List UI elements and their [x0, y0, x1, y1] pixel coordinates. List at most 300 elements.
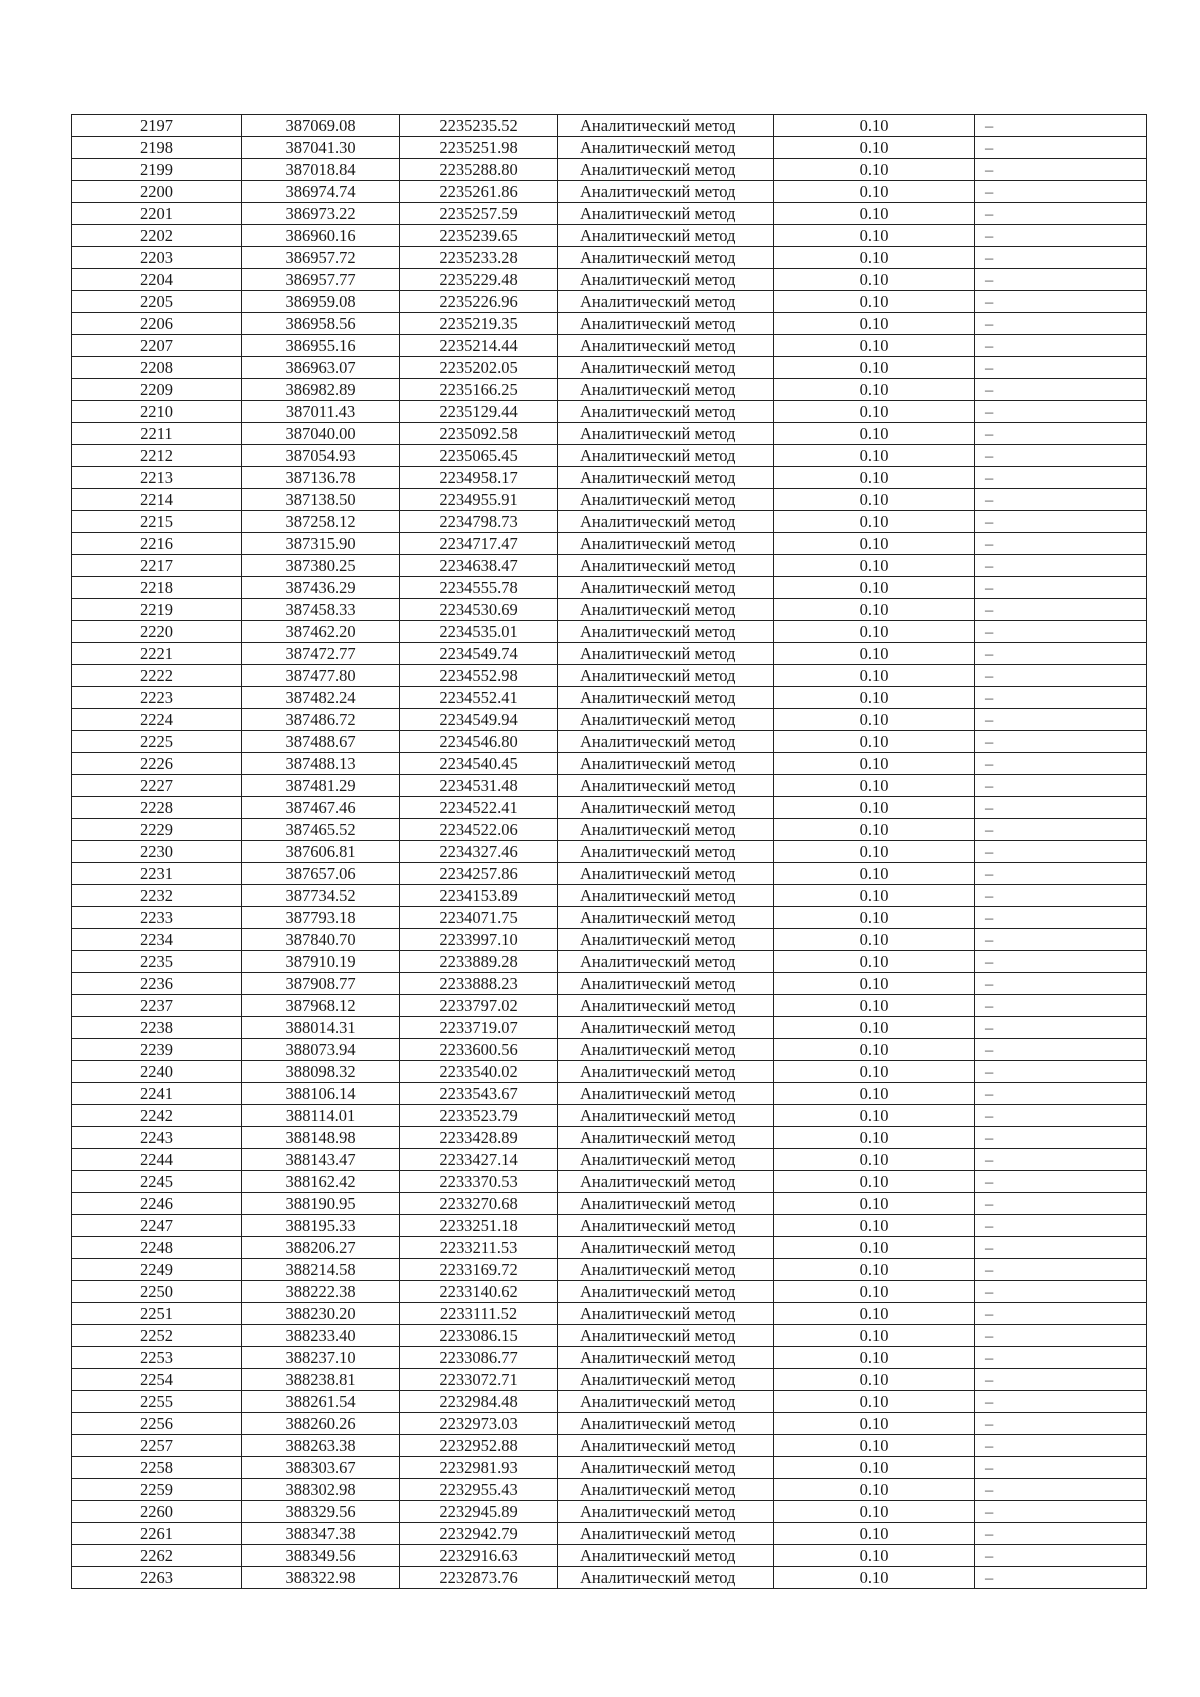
- table-row: [72, 203, 1147, 225]
- x-coordinate-cell: 388214.58: [242, 1259, 400, 1281]
- table-row: [72, 951, 1147, 973]
- note-cell: –: [975, 1523, 1147, 1545]
- method-cell: Аналитический метод: [558, 973, 774, 995]
- x-coordinate-cell: 388222.38: [242, 1281, 400, 1303]
- note-cell: –: [975, 1171, 1147, 1193]
- y-coordinate-cell: 2234257.86: [400, 863, 558, 885]
- point-number-cell: 2261: [72, 1523, 242, 1545]
- method-cell: Аналитический метод: [558, 533, 774, 555]
- note-cell: –: [975, 863, 1147, 885]
- table-row: [72, 687, 1147, 709]
- table-row: [72, 1413, 1147, 1435]
- accuracy-cell: 0.10: [774, 775, 975, 797]
- method-cell: Аналитический метод: [558, 1039, 774, 1061]
- accuracy-cell: 0.10: [774, 423, 975, 445]
- accuracy-cell: 0.10: [774, 1127, 975, 1149]
- accuracy-cell: 0.10: [774, 1413, 975, 1435]
- note-cell: –: [975, 841, 1147, 863]
- point-number-cell: 2248: [72, 1237, 242, 1259]
- accuracy-cell: 0.10: [774, 995, 975, 1017]
- table-row: [72, 1105, 1147, 1127]
- point-number-cell: 2236: [72, 973, 242, 995]
- accuracy-cell: 0.10: [774, 907, 975, 929]
- note-cell: –: [975, 313, 1147, 335]
- table-row: [72, 819, 1147, 841]
- point-number-cell: 2228: [72, 797, 242, 819]
- point-number-cell: 2205: [72, 291, 242, 313]
- x-coordinate-cell: 387910.19: [242, 951, 400, 973]
- y-coordinate-cell: 2233169.72: [400, 1259, 558, 1281]
- method-cell: Аналитический метод: [558, 1479, 774, 1501]
- note-cell: –: [975, 1303, 1147, 1325]
- y-coordinate-cell: 2233086.77: [400, 1347, 558, 1369]
- coordinates-table: [71, 114, 1147, 1589]
- method-cell: Аналитический метод: [558, 467, 774, 489]
- accuracy-cell: 0.10: [774, 1457, 975, 1479]
- table-row: [72, 357, 1147, 379]
- y-coordinate-cell: 2235251.98: [400, 137, 558, 159]
- method-cell: Аналитический метод: [558, 379, 774, 401]
- x-coordinate-cell: 387436.29: [242, 577, 400, 599]
- accuracy-cell: 0.10: [774, 203, 975, 225]
- accuracy-cell: 0.10: [774, 885, 975, 907]
- table-row: [72, 863, 1147, 885]
- y-coordinate-cell: 2235229.48: [400, 269, 558, 291]
- x-coordinate-cell: 386963.07: [242, 357, 400, 379]
- y-coordinate-cell: 2235166.25: [400, 379, 558, 401]
- y-coordinate-cell: 2235065.45: [400, 445, 558, 467]
- note-cell: –: [975, 291, 1147, 313]
- method-cell: Аналитический метод: [558, 929, 774, 951]
- note-cell: –: [975, 621, 1147, 643]
- accuracy-cell: 0.10: [774, 1215, 975, 1237]
- x-coordinate-cell: 387136.78: [242, 467, 400, 489]
- accuracy-cell: 0.10: [774, 731, 975, 753]
- method-cell: Аналитический метод: [558, 797, 774, 819]
- point-number-cell: 2216: [72, 533, 242, 555]
- y-coordinate-cell: 2234540.45: [400, 753, 558, 775]
- x-coordinate-cell: 388237.10: [242, 1347, 400, 1369]
- y-coordinate-cell: 2234153.89: [400, 885, 558, 907]
- x-coordinate-cell: 387472.77: [242, 643, 400, 665]
- method-cell: Аналитический метод: [558, 115, 774, 137]
- coordinates-table-body: [72, 115, 1147, 1589]
- table-row: [72, 533, 1147, 555]
- method-cell: Аналитический метод: [558, 1193, 774, 1215]
- accuracy-cell: 0.10: [774, 335, 975, 357]
- accuracy-cell: 0.10: [774, 401, 975, 423]
- x-coordinate-cell: 387462.20: [242, 621, 400, 643]
- note-cell: –: [975, 1479, 1147, 1501]
- method-cell: Аналитический метод: [558, 335, 774, 357]
- method-cell: Аналитический метод: [558, 1567, 774, 1589]
- table-row: [72, 1017, 1147, 1039]
- table-row: [72, 1523, 1147, 1545]
- table-row: [72, 599, 1147, 621]
- y-coordinate-cell: 2234522.06: [400, 819, 558, 841]
- accuracy-cell: 0.10: [774, 1193, 975, 1215]
- point-number-cell: 2258: [72, 1457, 242, 1479]
- x-coordinate-cell: 388014.31: [242, 1017, 400, 1039]
- accuracy-cell: 0.10: [774, 379, 975, 401]
- y-coordinate-cell: 2232873.76: [400, 1567, 558, 1589]
- table-row: [72, 401, 1147, 423]
- table-row: [72, 1237, 1147, 1259]
- accuracy-cell: 0.10: [774, 1347, 975, 1369]
- point-number-cell: 2226: [72, 753, 242, 775]
- point-number-cell: 2207: [72, 335, 242, 357]
- method-cell: Аналитический метод: [558, 1369, 774, 1391]
- y-coordinate-cell: 2234535.01: [400, 621, 558, 643]
- note-cell: –: [975, 1347, 1147, 1369]
- y-coordinate-cell: 2233086.15: [400, 1325, 558, 1347]
- x-coordinate-cell: 387908.77: [242, 973, 400, 995]
- y-coordinate-cell: 2234522.41: [400, 797, 558, 819]
- accuracy-cell: 0.10: [774, 797, 975, 819]
- method-cell: Аналитический метод: [558, 753, 774, 775]
- point-number-cell: 2244: [72, 1149, 242, 1171]
- y-coordinate-cell: 2235226.96: [400, 291, 558, 313]
- x-coordinate-cell: 388106.14: [242, 1083, 400, 1105]
- accuracy-cell: 0.10: [774, 1017, 975, 1039]
- table-row: [72, 159, 1147, 181]
- note-cell: –: [975, 1017, 1147, 1039]
- x-coordinate-cell: 388238.81: [242, 1369, 400, 1391]
- method-cell: Аналитический метод: [558, 489, 774, 511]
- note-cell: –: [975, 1149, 1147, 1171]
- y-coordinate-cell: 2234327.46: [400, 841, 558, 863]
- note-cell: –: [975, 269, 1147, 291]
- method-cell: Аналитический метод: [558, 1017, 774, 1039]
- y-coordinate-cell: 2234958.17: [400, 467, 558, 489]
- method-cell: Аналитический метод: [558, 445, 774, 467]
- accuracy-cell: 0.10: [774, 709, 975, 731]
- table-row: [72, 467, 1147, 489]
- note-cell: –: [975, 665, 1147, 687]
- x-coordinate-cell: 388233.40: [242, 1325, 400, 1347]
- method-cell: Аналитический метод: [558, 1435, 774, 1457]
- y-coordinate-cell: 2234071.75: [400, 907, 558, 929]
- accuracy-cell: 0.10: [774, 533, 975, 555]
- accuracy-cell: 0.10: [774, 1523, 975, 1545]
- y-coordinate-cell: 2234638.47: [400, 555, 558, 577]
- method-cell: Аналитический метод: [558, 621, 774, 643]
- table-row: [72, 1501, 1147, 1523]
- note-cell: –: [975, 687, 1147, 709]
- note-cell: –: [975, 1501, 1147, 1523]
- point-number-cell: 2255: [72, 1391, 242, 1413]
- x-coordinate-cell: 386955.16: [242, 335, 400, 357]
- accuracy-cell: 0.10: [774, 1105, 975, 1127]
- x-coordinate-cell: 387482.24: [242, 687, 400, 709]
- accuracy-cell: 0.10: [774, 973, 975, 995]
- y-coordinate-cell: 2233427.14: [400, 1149, 558, 1171]
- x-coordinate-cell: 388263.38: [242, 1435, 400, 1457]
- x-coordinate-cell: 387793.18: [242, 907, 400, 929]
- point-number-cell: 2206: [72, 313, 242, 335]
- y-coordinate-cell: 2234717.47: [400, 533, 558, 555]
- table-row: [72, 1545, 1147, 1567]
- point-number-cell: 2199: [72, 159, 242, 181]
- note-cell: –: [975, 1259, 1147, 1281]
- point-number-cell: 2204: [72, 269, 242, 291]
- table-row: [72, 225, 1147, 247]
- point-number-cell: 2235: [72, 951, 242, 973]
- y-coordinate-cell: 2235233.28: [400, 247, 558, 269]
- point-number-cell: 2225: [72, 731, 242, 753]
- method-cell: Аналитический метод: [558, 841, 774, 863]
- table-row: [72, 489, 1147, 511]
- method-cell: Аналитический метод: [558, 1237, 774, 1259]
- note-cell: –: [975, 929, 1147, 951]
- x-coordinate-cell: 388347.38: [242, 1523, 400, 1545]
- y-coordinate-cell: 2233997.10: [400, 929, 558, 951]
- note-cell: –: [975, 159, 1147, 181]
- x-coordinate-cell: 387465.52: [242, 819, 400, 841]
- accuracy-cell: 0.10: [774, 1391, 975, 1413]
- table-row: [72, 379, 1147, 401]
- table-row: [72, 115, 1147, 137]
- note-cell: –: [975, 819, 1147, 841]
- accuracy-cell: 0.10: [774, 1479, 975, 1501]
- point-number-cell: 2213: [72, 467, 242, 489]
- accuracy-cell: 0.10: [774, 181, 975, 203]
- x-coordinate-cell: 387840.70: [242, 929, 400, 951]
- table-row: [72, 1435, 1147, 1457]
- point-number-cell: 2197: [72, 115, 242, 137]
- method-cell: Аналитический метод: [558, 1061, 774, 1083]
- y-coordinate-cell: 2234549.74: [400, 643, 558, 665]
- point-number-cell: 2260: [72, 1501, 242, 1523]
- x-coordinate-cell: 388190.95: [242, 1193, 400, 1215]
- method-cell: Аналитический метод: [558, 137, 774, 159]
- accuracy-cell: 0.10: [774, 269, 975, 291]
- x-coordinate-cell: 386973.22: [242, 203, 400, 225]
- x-coordinate-cell: 387040.00: [242, 423, 400, 445]
- table-row: [72, 885, 1147, 907]
- note-cell: –: [975, 1413, 1147, 1435]
- note-cell: –: [975, 1545, 1147, 1567]
- y-coordinate-cell: 2232955.43: [400, 1479, 558, 1501]
- note-cell: –: [975, 1061, 1147, 1083]
- y-coordinate-cell: 2233888.23: [400, 973, 558, 995]
- method-cell: Аналитический метод: [558, 819, 774, 841]
- accuracy-cell: 0.10: [774, 1303, 975, 1325]
- method-cell: Аналитический метод: [558, 423, 774, 445]
- note-cell: –: [975, 1281, 1147, 1303]
- x-coordinate-cell: 387458.33: [242, 599, 400, 621]
- method-cell: Аналитический метод: [558, 225, 774, 247]
- table-row: [72, 1457, 1147, 1479]
- accuracy-cell: 0.10: [774, 1149, 975, 1171]
- accuracy-cell: 0.10: [774, 1501, 975, 1523]
- table-row: [72, 1347, 1147, 1369]
- note-cell: –: [975, 181, 1147, 203]
- note-cell: –: [975, 643, 1147, 665]
- table-row: [72, 1039, 1147, 1061]
- y-coordinate-cell: 2235214.44: [400, 335, 558, 357]
- y-coordinate-cell: 2233251.18: [400, 1215, 558, 1237]
- y-coordinate-cell: 2234798.73: [400, 511, 558, 533]
- method-cell: Аналитический метод: [558, 775, 774, 797]
- table-row: [72, 1193, 1147, 1215]
- method-cell: Аналитический метод: [558, 357, 774, 379]
- y-coordinate-cell: 2233072.71: [400, 1369, 558, 1391]
- table-row: [72, 1215, 1147, 1237]
- point-number-cell: 2242: [72, 1105, 242, 1127]
- method-cell: Аналитический метод: [558, 1325, 774, 1347]
- method-cell: Аналитический метод: [558, 1259, 774, 1281]
- point-number-cell: 2214: [72, 489, 242, 511]
- accuracy-cell: 0.10: [774, 1545, 975, 1567]
- accuracy-cell: 0.10: [774, 819, 975, 841]
- table-row: [72, 1149, 1147, 1171]
- note-cell: –: [975, 775, 1147, 797]
- x-coordinate-cell: 388195.33: [242, 1215, 400, 1237]
- point-number-cell: 2245: [72, 1171, 242, 1193]
- table-row: [72, 995, 1147, 1017]
- accuracy-cell: 0.10: [774, 115, 975, 137]
- method-cell: Аналитический метод: [558, 863, 774, 885]
- x-coordinate-cell: 387486.72: [242, 709, 400, 731]
- method-cell: Аналитический метод: [558, 1501, 774, 1523]
- method-cell: Аналитический метод: [558, 1215, 774, 1237]
- method-cell: Аналитический метод: [558, 1347, 774, 1369]
- x-coordinate-cell: 388206.27: [242, 1237, 400, 1259]
- note-cell: –: [975, 401, 1147, 423]
- y-coordinate-cell: 2234955.91: [400, 489, 558, 511]
- x-coordinate-cell: 388162.42: [242, 1171, 400, 1193]
- method-cell: Аналитический метод: [558, 181, 774, 203]
- point-number-cell: 2209: [72, 379, 242, 401]
- table-row: [72, 797, 1147, 819]
- y-coordinate-cell: 2232952.88: [400, 1435, 558, 1457]
- point-number-cell: 2200: [72, 181, 242, 203]
- note-cell: –: [975, 467, 1147, 489]
- table-row: [72, 1479, 1147, 1501]
- point-number-cell: 2263: [72, 1567, 242, 1589]
- point-number-cell: 2240: [72, 1061, 242, 1083]
- x-coordinate-cell: 387657.06: [242, 863, 400, 885]
- x-coordinate-cell: 387138.50: [242, 489, 400, 511]
- note-cell: –: [975, 885, 1147, 907]
- x-coordinate-cell: 388098.32: [242, 1061, 400, 1083]
- point-number-cell: 2246: [72, 1193, 242, 1215]
- method-cell: Аналитический метод: [558, 1149, 774, 1171]
- point-number-cell: 2239: [72, 1039, 242, 1061]
- point-number-cell: 2237: [72, 995, 242, 1017]
- method-cell: Аналитический метод: [558, 1545, 774, 1567]
- note-cell: –: [975, 907, 1147, 929]
- method-cell: Аналитический метод: [558, 203, 774, 225]
- accuracy-cell: 0.10: [774, 643, 975, 665]
- x-coordinate-cell: 387467.46: [242, 797, 400, 819]
- note-cell: –: [975, 203, 1147, 225]
- point-number-cell: 2221: [72, 643, 242, 665]
- point-number-cell: 2247: [72, 1215, 242, 1237]
- method-cell: Аналитический метод: [558, 709, 774, 731]
- method-cell: Аналитический метод: [558, 1127, 774, 1149]
- accuracy-cell: 0.10: [774, 225, 975, 247]
- x-coordinate-cell: 388114.01: [242, 1105, 400, 1127]
- point-number-cell: 2229: [72, 819, 242, 841]
- y-coordinate-cell: 2235219.35: [400, 313, 558, 335]
- point-number-cell: 2211: [72, 423, 242, 445]
- y-coordinate-cell: 2233140.62: [400, 1281, 558, 1303]
- y-coordinate-cell: 2233428.89: [400, 1127, 558, 1149]
- table-row: [72, 1303, 1147, 1325]
- table-row: [72, 621, 1147, 643]
- point-number-cell: 2223: [72, 687, 242, 709]
- y-coordinate-cell: 2233797.02: [400, 995, 558, 1017]
- point-number-cell: 2220: [72, 621, 242, 643]
- point-number-cell: 2252: [72, 1325, 242, 1347]
- accuracy-cell: 0.10: [774, 1369, 975, 1391]
- y-coordinate-cell: 2232916.63: [400, 1545, 558, 1567]
- note-cell: –: [975, 973, 1147, 995]
- x-coordinate-cell: 387481.29: [242, 775, 400, 797]
- accuracy-cell: 0.10: [774, 1567, 975, 1589]
- y-coordinate-cell: 2234552.41: [400, 687, 558, 709]
- accuracy-cell: 0.10: [774, 1237, 975, 1259]
- method-cell: Аналитический метод: [558, 291, 774, 313]
- table-row: [72, 929, 1147, 951]
- accuracy-cell: 0.10: [774, 621, 975, 643]
- table-row: [72, 709, 1147, 731]
- point-number-cell: 2215: [72, 511, 242, 533]
- point-number-cell: 2250: [72, 1281, 242, 1303]
- y-coordinate-cell: 2234552.98: [400, 665, 558, 687]
- accuracy-cell: 0.10: [774, 753, 975, 775]
- method-cell: Аналитический метод: [558, 1105, 774, 1127]
- note-cell: –: [975, 1083, 1147, 1105]
- y-coordinate-cell: 2235129.44: [400, 401, 558, 423]
- x-coordinate-cell: 387018.84: [242, 159, 400, 181]
- accuracy-cell: 0.10: [774, 841, 975, 863]
- y-coordinate-cell: 2235239.65: [400, 225, 558, 247]
- x-coordinate-cell: 387488.13: [242, 753, 400, 775]
- note-cell: –: [975, 995, 1147, 1017]
- accuracy-cell: 0.10: [774, 313, 975, 335]
- y-coordinate-cell: 2234530.69: [400, 599, 558, 621]
- point-number-cell: 2257: [72, 1435, 242, 1457]
- x-coordinate-cell: 388143.47: [242, 1149, 400, 1171]
- table-row: [72, 291, 1147, 313]
- note-cell: –: [975, 445, 1147, 467]
- table-row: [72, 335, 1147, 357]
- point-number-cell: 2243: [72, 1127, 242, 1149]
- accuracy-cell: 0.10: [774, 1281, 975, 1303]
- table-row: [72, 137, 1147, 159]
- y-coordinate-cell: 2234531.48: [400, 775, 558, 797]
- note-cell: –: [975, 951, 1147, 973]
- note-cell: –: [975, 423, 1147, 445]
- note-cell: –: [975, 1325, 1147, 1347]
- x-coordinate-cell: 388261.54: [242, 1391, 400, 1413]
- table-row: [72, 1259, 1147, 1281]
- point-number-cell: 2232: [72, 885, 242, 907]
- note-cell: –: [975, 1391, 1147, 1413]
- note-cell: –: [975, 1127, 1147, 1149]
- y-coordinate-cell: 2232981.93: [400, 1457, 558, 1479]
- method-cell: Аналитический метод: [558, 555, 774, 577]
- method-cell: Аналитический метод: [558, 1523, 774, 1545]
- method-cell: Аналитический метод: [558, 995, 774, 1017]
- x-coordinate-cell: 387315.90: [242, 533, 400, 555]
- x-coordinate-cell: 387041.30: [242, 137, 400, 159]
- y-coordinate-cell: 2233111.52: [400, 1303, 558, 1325]
- accuracy-cell: 0.10: [774, 511, 975, 533]
